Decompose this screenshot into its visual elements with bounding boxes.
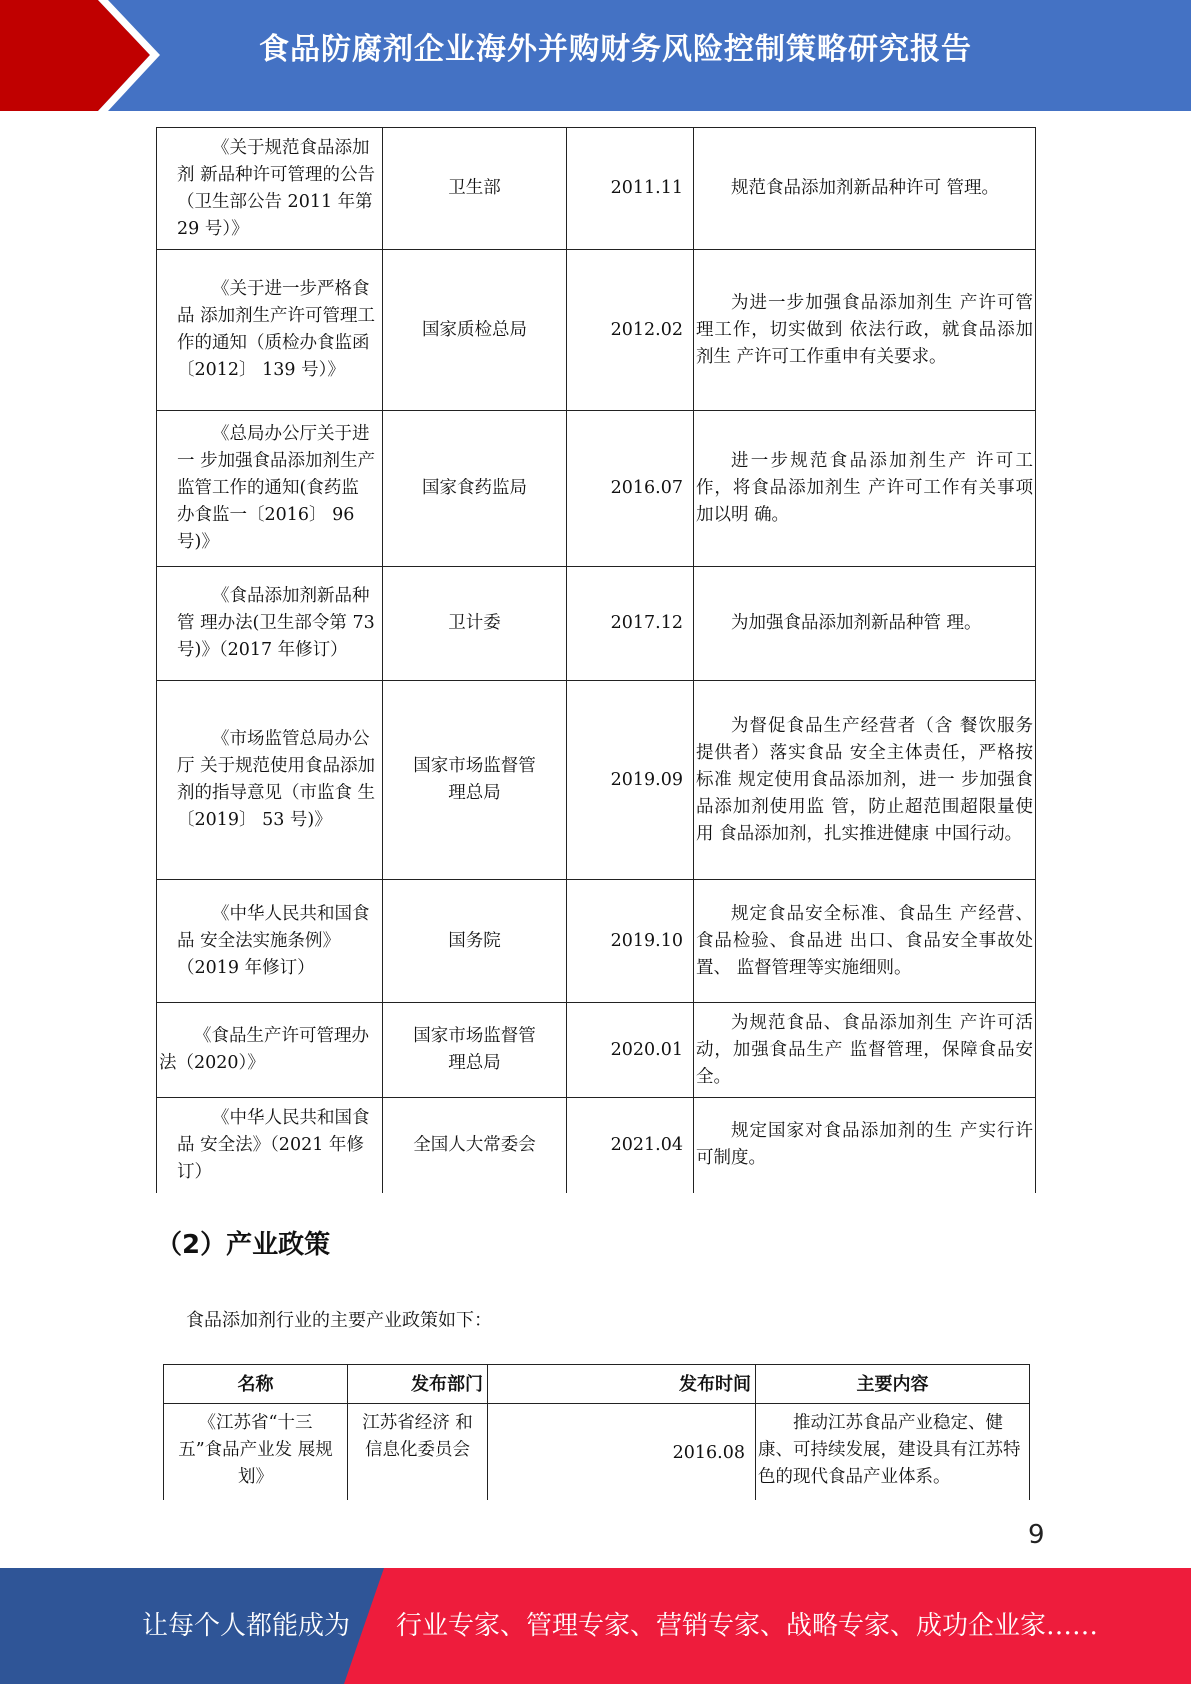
regulation-date: 2020.01 <box>567 1003 694 1098</box>
column-header-content: 主要内容 <box>756 1365 1030 1404</box>
regulations-table <box>156 127 1036 1193</box>
table-row <box>157 567 1036 681</box>
regulation-content: 规定食品安全标准、食品生 产经营、食品检验、食品进 出口、食品安全事故处置、 监督管理等实施细则。 <box>694 880 1036 1003</box>
regulation-date: 2021.04 <box>567 1098 694 1193</box>
column-header-dept: 发布部门 <box>348 1365 488 1404</box>
table-row <box>157 1098 1036 1193</box>
page-header <box>0 0 1191 111</box>
regulation-dept: 国家市场监督管理总局 <box>383 1003 567 1098</box>
regulation-date: 2012.02 <box>567 250 694 411</box>
regulation-content: 为进一步加强食品添加剂生 产许可管理工作，切实做到 依法行政，就食品添加剂生 产许可工作重申有关要求。 <box>694 250 1036 411</box>
policy-name: 《江苏省“十三 五”食品产业发 展规划》 <box>164 1404 348 1500</box>
regulation-dept: 卫生部 <box>383 128 567 250</box>
table-row <box>164 1404 1030 1500</box>
policy-content: 推动江苏食品产业稳定、健康、可持续发展，建设具有江苏特色的现代食品产业体系。 <box>756 1404 1030 1500</box>
table-header-row <box>164 1365 1030 1404</box>
footer-slogan-right: 行业专家、管理专家、营销专家、战略专家、成功企业家…… <box>396 1611 1099 1641</box>
regulation-date: 2019.10 <box>567 880 694 1003</box>
regulation-date: 2019.09 <box>567 681 694 880</box>
regulation-dept: 国家食药监局 <box>383 411 567 567</box>
policy-dept: 江苏省经济 和信息化委员会 <box>348 1404 488 1500</box>
regulation-content: 为督促食品生产经营者（含 餐饮服务提供者）落实食品 安全主体责任，严格按标准 规定使用食品添加剂，进一 步加强食品添加剂使用监 管，防止超范围超限量使用 食品添加剂，扎实推进健康 中国行动。 <box>694 681 1036 880</box>
regulation-name: 《市场监管总局办公厅 关于规范使用食品添加 剂的指导意见（市监食 生〔2019〕 53 号)》 <box>157 681 383 880</box>
regulation-content: 为规范食品、食品添加剂生 产许可活动，加强食品生产 监督管理，保障食品安全。 <box>694 1003 1036 1098</box>
regulation-dept: 国务院 <box>383 880 567 1003</box>
regulation-date: 2011.11 <box>567 128 694 250</box>
regulation-content: 为加强食品添加剂新品种管 理。 <box>694 567 1036 681</box>
column-header-name: 名称 <box>164 1365 348 1404</box>
page-number: 9 <box>1028 1520 1045 1550</box>
regulation-name: 《中华人民共和国食品 安全法实施条例》（2019 年修订） <box>157 880 383 1003</box>
table-row <box>157 681 1036 880</box>
regulation-dept: 全国人大常委会 <box>383 1098 567 1193</box>
regulation-dept: 卫计委 <box>383 567 567 681</box>
regulation-content: 进一步规范食品添加剂生产 许可工作，将食品添加剂生 产许可工作有关事项加以明 确。 <box>694 411 1036 567</box>
table-row <box>157 128 1036 250</box>
table-row <box>157 411 1036 567</box>
column-header-date: 发布时间 <box>488 1365 756 1404</box>
policy-date: 2016.08 <box>488 1404 756 1500</box>
footer-slogan-left: 让每个人都能成为 <box>142 1611 351 1641</box>
regulation-name: 《中华人民共和国食品 安全法》（2021 年修订） <box>157 1098 383 1193</box>
regulation-name: 《关于进一步严格食品 添加剂生产许可管理工 作的通知（质检办食监函〔2012〕 139 号）》 <box>157 250 383 411</box>
regulation-date: 2017.12 <box>567 567 694 681</box>
regulation-name: 《食品添加剂新品种管 理办法(卫生部令第 73 号)》（2017 年修订） <box>157 567 383 681</box>
table-row <box>157 250 1036 411</box>
regulation-dept: 国家质检总局 <box>383 250 567 411</box>
section-intro: 食品添加剂行业的主要产业政策如下： <box>186 1310 492 1331</box>
policy-table <box>163 1364 1030 1500</box>
regulation-dept: 国家市场监督管理总局 <box>383 681 567 880</box>
report-title: 食品防腐剂企业海外并购财务风险控制策略研究报告 <box>259 32 972 67</box>
regulation-name: 《总局办公厅关于进一 步加强食品添加剂生产 监管工作的通知(食药监 办食监一〔2016〕 96 号)》 <box>157 411 383 567</box>
page-footer <box>0 1568 1191 1684</box>
regulation-content: 规定国家对食品添加剂的生 产实行许可制度。 <box>694 1098 1036 1193</box>
table-row <box>157 1003 1036 1098</box>
section-heading: （2）产业政策 <box>156 1230 331 1260</box>
regulation-content: 规范食品添加剂新品种许可 管理。 <box>694 128 1036 250</box>
table-row <box>157 880 1036 1003</box>
regulation-name: 《食品生产许可管理办法（2020）》 <box>157 1003 383 1098</box>
regulation-name: 《关于规范食品添加剂 新品种许可管理的公告（卫生部公告 2011 年第 29 号）》 <box>157 128 383 250</box>
regulation-date: 2016.07 <box>567 411 694 567</box>
